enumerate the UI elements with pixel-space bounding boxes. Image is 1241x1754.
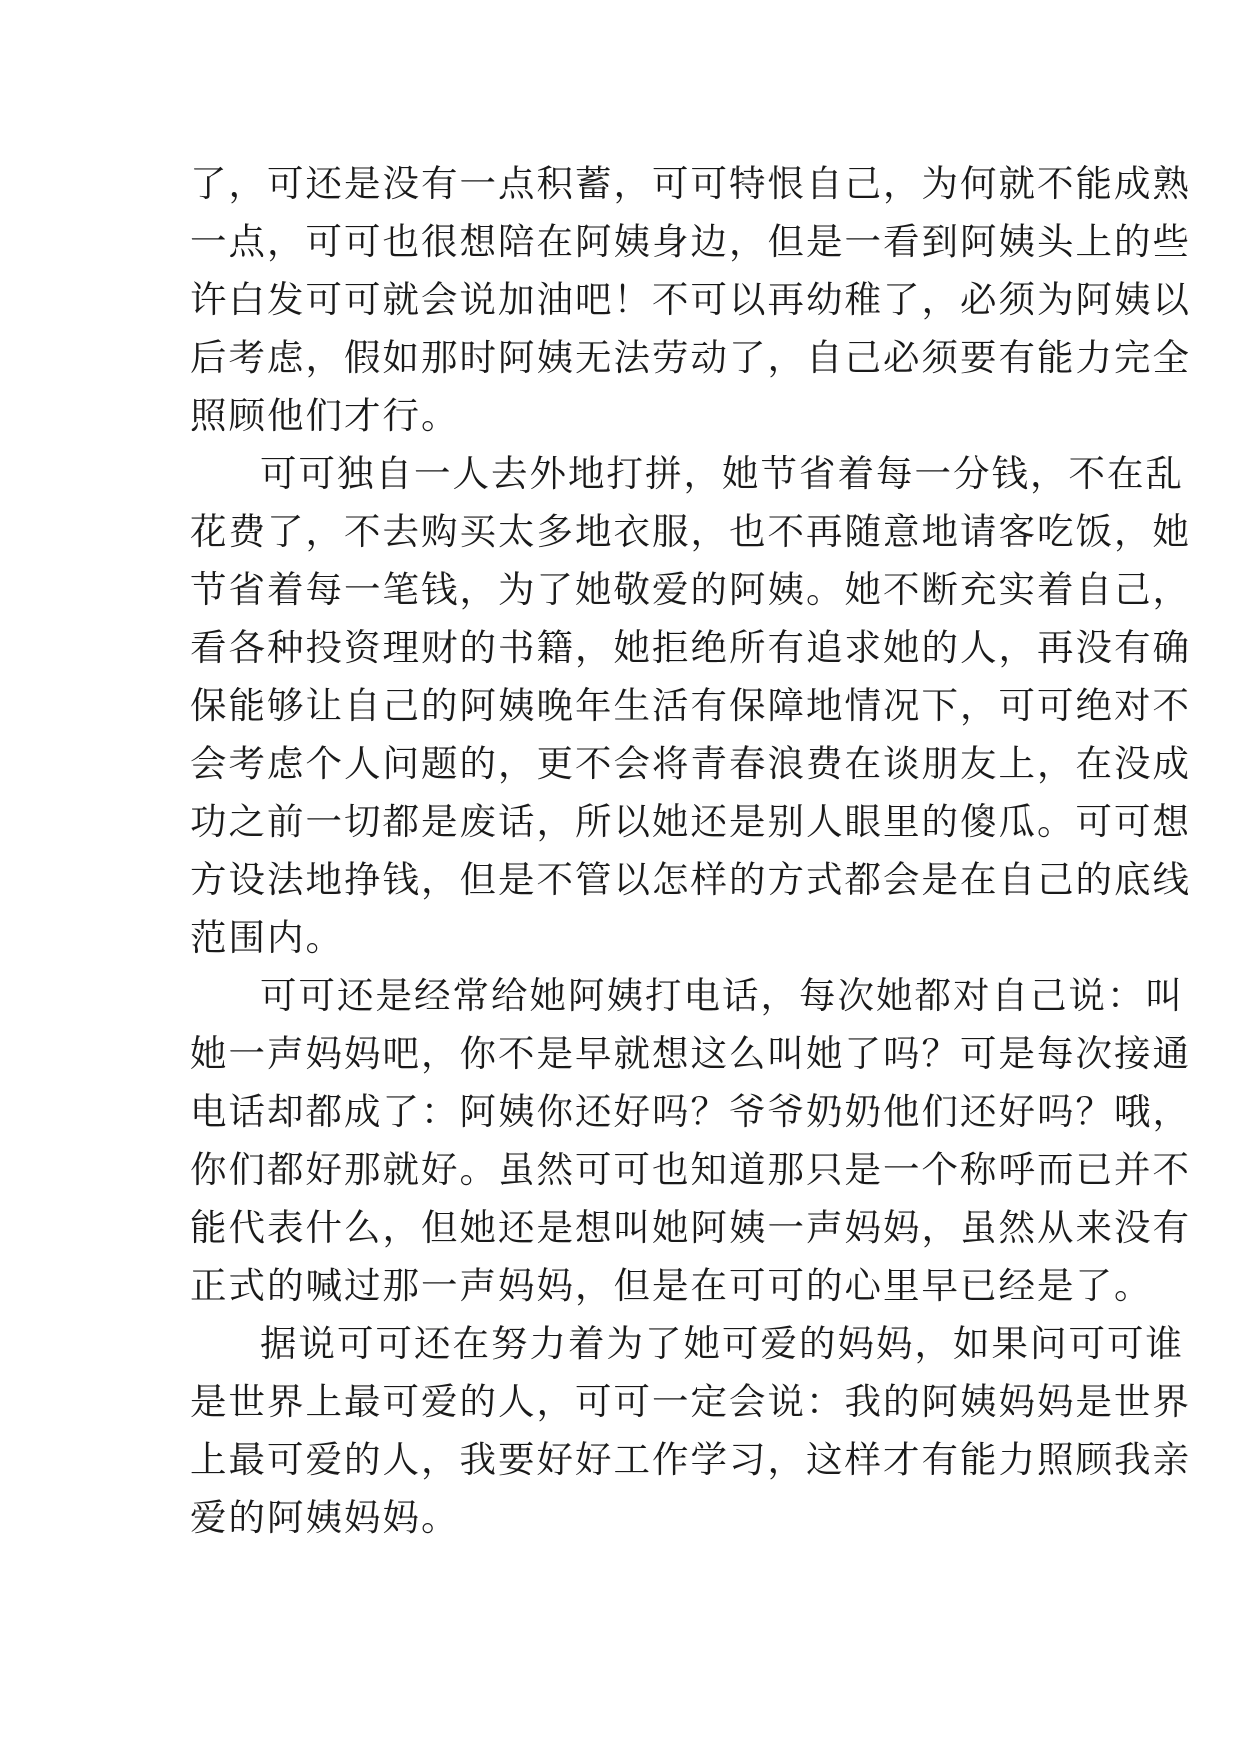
text-line: 看各种投资理财的书籍，她拒绝所有追求她的人，再没有确 — [190, 626, 1191, 669]
text-line: 电话却都成了：阿姨你还好吗？爷爷奶奶他们还好吗？哦， — [190, 1090, 1191, 1133]
paragraph-4 — [190, 1315, 1191, 1547]
text-line: 她一声妈妈吧，你不是早就想这么叫她了吗？可是每次接通 — [190, 1032, 1191, 1075]
text-line: 能代表什么，但她还是想叫她阿姨一声妈妈，虽然从来没有 — [190, 1206, 1191, 1249]
text-line: 你们都好那就好。虽然可可也知道那只是一个称呼而已并不 — [190, 1148, 1191, 1191]
text-line: 保能够让自己的阿姨晚年生活有保障地情况下，可可绝对不 — [190, 684, 1191, 727]
text-line: 上最可爱的人，我要好好工作学习，这样才有能力照顾我亲 — [190, 1438, 1191, 1481]
paragraph-2 — [190, 445, 1191, 967]
paragraph-3 — [190, 967, 1191, 1315]
text-line: 范围内。 — [190, 916, 344, 959]
text-line: 照顾他们才行。 — [190, 394, 460, 437]
text-line: 一点，可可也很想陪在阿姨身边，但是一看到阿姨头上的些 — [190, 220, 1191, 263]
paragraph-1 — [190, 155, 1191, 445]
text-line: 是世界上最可爱的人，可可一定会说：我的阿姨妈妈是世界 — [190, 1380, 1191, 1423]
text-line: 正式的喊过那一声妈妈，但是在可可的心里早已经是了。 — [190, 1264, 1153, 1307]
text-line: 据说可可还在努力着为了她可爱的妈妈，如果问可可谁 — [260, 1322, 1184, 1365]
text-line: 爱的阿姨妈妈。 — [190, 1496, 460, 1539]
text-line: 花费了，不去购买太多地衣服，也不再随意地请客吃饭，她 — [190, 510, 1191, 553]
text-line: 后考虑，假如那时阿姨无法劳动了，自己必须要有能力完全 — [190, 336, 1191, 379]
body-text — [190, 155, 1191, 1547]
text-line: 方设法地挣钱，但是不管以怎样的方式都会是在自己的底线 — [190, 858, 1191, 901]
text-line: 可可还是经常给她阿姨打电话，每次她都对自己说：叫 — [260, 974, 1184, 1017]
text-line: 功之前一切都是废话，所以她还是别人眼里的傻瓜。可可想 — [190, 800, 1191, 843]
text-line: 会考虑个人问题的，更不会将青春浪费在谈朋友上，在没成 — [190, 742, 1191, 785]
text-line: 节省着每一笔钱，为了她敬爱的阿姨。她不断充实着自己， — [190, 568, 1191, 611]
text-line: 可可独自一人去外地打拼，她节省着每一分钱，不在乱 — [260, 452, 1184, 495]
text-line: 了，可还是没有一点积蓄，可可特恨自己，为何就不能成熟 — [190, 162, 1191, 205]
text-line: 许白发可可就会说加油吧！不可以再幼稚了，必须为阿姨以 — [190, 278, 1191, 321]
